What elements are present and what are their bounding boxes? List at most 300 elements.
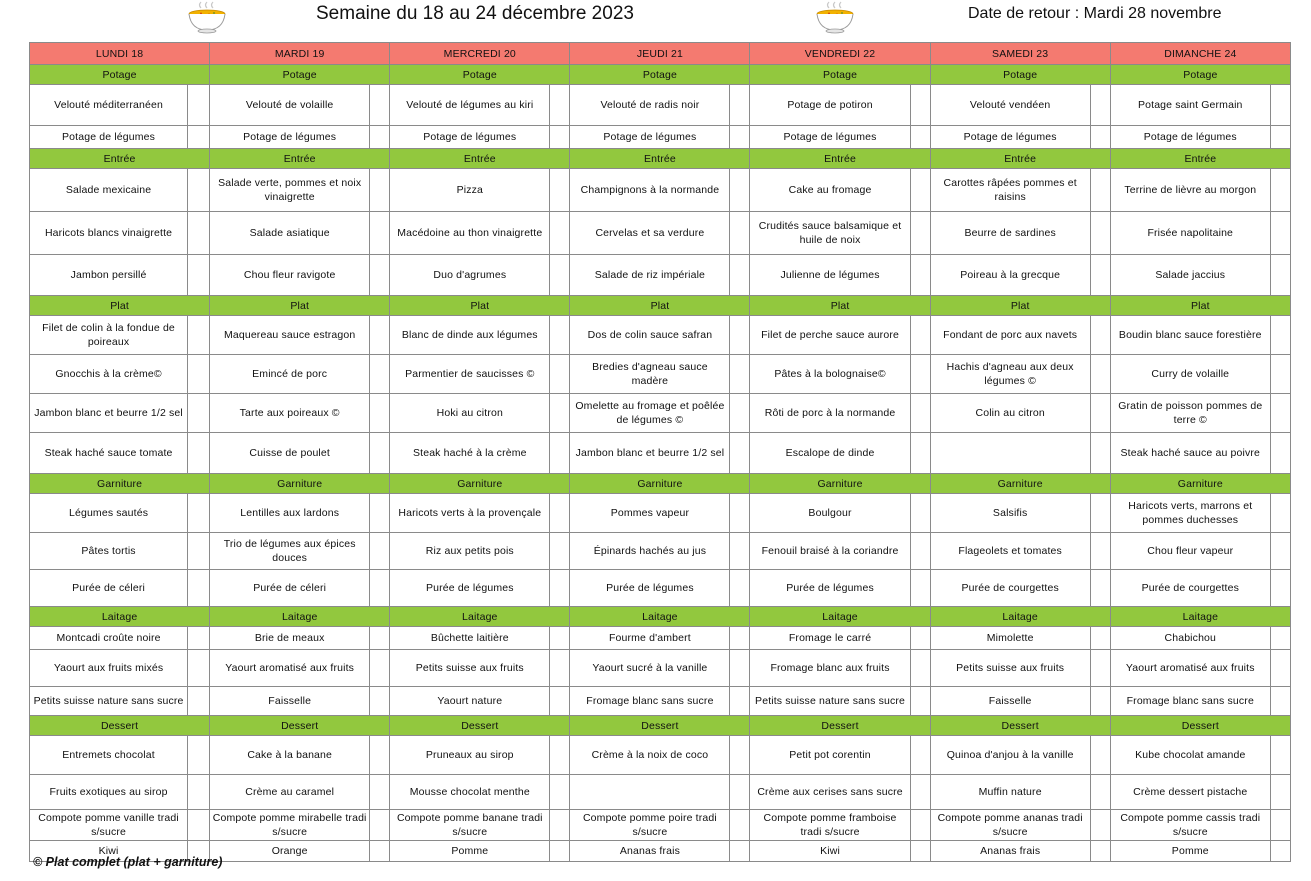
menu-row — [30, 433, 1291, 474]
menu-row — [30, 810, 1291, 841]
selection-box[interactable] — [910, 212, 930, 255]
selection-box[interactable] — [730, 169, 750, 212]
category-label: Entrée — [750, 149, 930, 169]
menu-item: Faisselle — [210, 687, 370, 716]
selection-box[interactable] — [550, 775, 570, 810]
footnote: © Plat complet (plat + garniture) — [33, 855, 223, 869]
menu-item: Fromage blanc sans sucre — [1110, 687, 1270, 716]
menu-item: Potage de légumes — [1110, 126, 1270, 149]
selection-box[interactable] — [370, 255, 390, 296]
selection-box[interactable] — [730, 85, 750, 126]
selection-box[interactable] — [730, 627, 750, 650]
selection-box[interactable] — [1270, 316, 1290, 355]
menu-item: Salade verte, pommes et noix vinaigrette — [210, 169, 370, 212]
selection-box[interactable] — [550, 316, 570, 355]
menu-item: Rôti de porc à la normande — [750, 394, 910, 433]
selection-box[interactable] — [1090, 316, 1110, 355]
menu-item: Fourme d'ambert — [570, 627, 730, 650]
menu-item: Parmentier de saucisses © — [390, 355, 550, 394]
selection-box[interactable] — [370, 533, 390, 570]
selection-box[interactable] — [370, 736, 390, 775]
menu-item: Cake au fromage — [750, 169, 910, 212]
menu-item: Potage de légumes — [390, 126, 550, 149]
menu-item — [930, 433, 1090, 474]
selection-box[interactable] — [550, 533, 570, 570]
menu-item: Épinards hachés au jus — [570, 533, 730, 570]
selection-box[interactable] — [1090, 85, 1110, 126]
selection-box[interactable] — [1090, 810, 1110, 841]
selection-box[interactable] — [370, 494, 390, 533]
selection-box[interactable] — [1090, 775, 1110, 810]
selection-box[interactable] — [188, 126, 210, 149]
selection-box[interactable] — [910, 775, 930, 810]
menu-item: Gratin de poisson pommes de terre © — [1110, 394, 1270, 433]
category-label: Plat — [390, 296, 570, 316]
page-title: Semaine du 18 au 24 décembre 2023 — [316, 3, 634, 24]
day-header: SAMEDI 23 — [930, 43, 1110, 65]
category-label: Garniture — [1110, 474, 1290, 494]
menu-item: Salade asiatique — [210, 212, 370, 255]
selection-box[interactable] — [1090, 841, 1110, 862]
selection-box[interactable] — [188, 650, 210, 687]
menu-item: Purée de légumes — [750, 570, 910, 607]
selection-box[interactable] — [370, 650, 390, 687]
menu-item: Potage de légumes — [750, 126, 910, 149]
menu-item: Petits suisse nature sans sucre — [30, 687, 188, 716]
selection-box[interactable] — [1270, 775, 1290, 810]
selection-box[interactable] — [1270, 126, 1290, 149]
selection-box[interactable] — [188, 355, 210, 394]
selection-box[interactable] — [188, 316, 210, 355]
selection-box[interactable] — [370, 687, 390, 716]
category-label: Potage — [570, 65, 750, 85]
category-label: Laitage — [210, 607, 390, 627]
selection-box[interactable] — [1090, 533, 1110, 570]
menu-item: Dos de colin sauce safran — [570, 316, 730, 355]
menu-item: Fondant de porc aux navets — [930, 316, 1090, 355]
selection-box[interactable] — [550, 494, 570, 533]
menu-item: Poireau à la grecque — [930, 255, 1090, 296]
selection-box[interactable] — [1270, 687, 1290, 716]
category-label: Potage — [390, 65, 570, 85]
selection-box[interactable] — [910, 650, 930, 687]
day-header: DIMANCHE 24 — [1110, 43, 1290, 65]
menu-row — [30, 533, 1291, 570]
menu-item: Purée de courgettes — [930, 570, 1090, 607]
category-label: Laitage — [570, 607, 750, 627]
category-label: Laitage — [1110, 607, 1290, 627]
selection-box[interactable] — [910, 169, 930, 212]
selection-box[interactable] — [188, 736, 210, 775]
menu-item: Potage saint Germain — [1110, 85, 1270, 126]
menu-row — [30, 494, 1291, 533]
selection-box[interactable] — [550, 810, 570, 841]
menu-item: Chou fleur vapeur — [1110, 533, 1270, 570]
menu-item: Kiwi — [750, 841, 910, 862]
category-label: Potage — [30, 65, 210, 85]
day-header: LUNDI 18 — [30, 43, 210, 65]
selection-box[interactable] — [188, 775, 210, 810]
menu-item: Maquereau sauce estragon — [210, 316, 370, 355]
selection-box[interactable] — [550, 394, 570, 433]
category-label: Garniture — [930, 474, 1110, 494]
selection-box[interactable] — [1090, 570, 1110, 607]
soup-bowl-icon — [814, 0, 856, 34]
category-label: Entrée — [30, 149, 210, 169]
category-label: Potage — [1110, 65, 1290, 85]
selection-box[interactable] — [1090, 494, 1110, 533]
menu-item: Crème dessert pistache — [1110, 775, 1270, 810]
menu-item: Pomme — [1110, 841, 1270, 862]
selection-box[interactable] — [188, 255, 210, 296]
menu-item: Potage de légumes — [930, 126, 1090, 149]
menu-item: Compote pomme banane tradi s/sucre — [390, 810, 550, 841]
category-label: Plat — [750, 296, 930, 316]
selection-box[interactable] — [910, 85, 930, 126]
category-label: Garniture — [570, 474, 750, 494]
menu-item: Steak haché à la crème — [390, 433, 550, 474]
menu-item: Haricots verts à la provençale — [390, 494, 550, 533]
menu-item: Fromage blanc sans sucre — [570, 687, 730, 716]
selection-box[interactable] — [730, 775, 750, 810]
selection-box[interactable] — [910, 255, 930, 296]
selection-box[interactable] — [550, 433, 570, 474]
selection-box[interactable] — [550, 627, 570, 650]
selection-box[interactable] — [370, 433, 390, 474]
selection-box[interactable] — [188, 394, 210, 433]
menu-item: Filet de perche sauce aurore — [750, 316, 910, 355]
category-label: Entrée — [570, 149, 750, 169]
selection-box[interactable] — [550, 736, 570, 775]
menu-item: Salade jaccius — [1110, 255, 1270, 296]
category-row — [30, 149, 1291, 169]
category-label: Plat — [570, 296, 750, 316]
selection-box[interactable] — [550, 687, 570, 716]
selection-box[interactable] — [910, 841, 930, 862]
menu-item: Petits suisse nature sans sucre — [750, 687, 910, 716]
selection-box[interactable] — [730, 212, 750, 255]
selection-box[interactable] — [910, 533, 930, 570]
selection-box[interactable] — [1090, 126, 1110, 149]
menu-row — [30, 169, 1291, 212]
menu-row — [30, 355, 1291, 394]
menu-item: Velouté vendéen — [930, 85, 1090, 126]
selection-box[interactable] — [188, 687, 210, 716]
menu-item: Potage de potiron — [750, 85, 910, 126]
selection-box[interactable] — [910, 810, 930, 841]
selection-box[interactable] — [1090, 212, 1110, 255]
menu-item: Curry de volaille — [1110, 355, 1270, 394]
menu-row — [30, 627, 1291, 650]
selection-box[interactable] — [1270, 494, 1290, 533]
selection-box[interactable] — [730, 494, 750, 533]
menu-item: Pruneaux au sirop — [390, 736, 550, 775]
selection-box[interactable] — [1090, 687, 1110, 716]
category-label: Dessert — [1110, 716, 1290, 736]
menu-item: Lentilles aux lardons — [210, 494, 370, 533]
menu-item: Pomme — [390, 841, 550, 862]
menu-item: Salade de riz impériale — [570, 255, 730, 296]
menu-row — [30, 650, 1291, 687]
menu-item: Petits suisse aux fruits — [390, 650, 550, 687]
menu-item: Potage de légumes — [30, 126, 188, 149]
menu-item: Mousse chocolat menthe — [390, 775, 550, 810]
selection-box[interactable] — [910, 316, 930, 355]
menu-item: Fruits exotiques au sirop — [30, 775, 188, 810]
selection-box[interactable] — [1090, 736, 1110, 775]
menu-item: Velouté de radis noir — [570, 85, 730, 126]
menu-item: Compote pomme poire tradi s/sucre — [570, 810, 730, 841]
selection-box[interactable] — [550, 255, 570, 296]
menu-item: Pâtes à la bolognaise© — [750, 355, 910, 394]
menu-item: Jambon blanc et beurre 1/2 sel — [30, 394, 188, 433]
selection-box[interactable] — [910, 494, 930, 533]
menu-item: Ananas frais — [930, 841, 1090, 862]
selection-box[interactable] — [188, 810, 210, 841]
selection-box[interactable] — [1090, 355, 1110, 394]
menu-item: Yaourt nature — [390, 687, 550, 716]
day-header-row — [30, 43, 1291, 65]
menu-item: Duo d'agrumes — [390, 255, 550, 296]
category-row — [30, 716, 1291, 736]
menu-item: Velouté de légumes au kiri — [390, 85, 550, 126]
selection-box[interactable] — [1090, 433, 1110, 474]
menu-item: Cervelas et sa verdure — [570, 212, 730, 255]
selection-box[interactable] — [550, 841, 570, 862]
selection-box[interactable] — [730, 841, 750, 862]
menu-item: Petits suisse aux fruits — [930, 650, 1090, 687]
selection-box[interactable] — [1270, 394, 1290, 433]
selection-box[interactable] — [188, 85, 210, 126]
menu-item: Chou fleur ravigote — [210, 255, 370, 296]
selection-box[interactable] — [370, 570, 390, 607]
selection-box[interactable] — [730, 394, 750, 433]
menu-item: Quinoa d'anjou à la vanille — [930, 736, 1090, 775]
selection-box[interactable] — [370, 841, 390, 862]
menu-item: Faisselle — [930, 687, 1090, 716]
category-label: Garniture — [750, 474, 930, 494]
category-label: Laitage — [30, 607, 210, 627]
selection-box[interactable] — [1270, 255, 1290, 296]
selection-box[interactable] — [1270, 810, 1290, 841]
menu-item: Filet de colin à la fondue de poireaux — [30, 316, 188, 355]
menu-item: Potage de légumes — [210, 126, 370, 149]
category-label: Dessert — [570, 716, 750, 736]
selection-box[interactable] — [1090, 394, 1110, 433]
selection-box[interactable] — [730, 570, 750, 607]
selection-box[interactable] — [370, 394, 390, 433]
menu-item: Purée de légumes — [390, 570, 550, 607]
menu-item: Montcadi croûte noire — [30, 627, 188, 650]
selection-box[interactable] — [910, 126, 930, 149]
menu-item: Fromage le carré — [750, 627, 910, 650]
menu-item: Chabichou — [1110, 627, 1270, 650]
menu-item: Crème aux cerises sans sucre — [750, 775, 910, 810]
menu-item: Boudin blanc sauce forestière — [1110, 316, 1270, 355]
menu-item: Entremets chocolat — [30, 736, 188, 775]
selection-box[interactable] — [910, 736, 930, 775]
menu-item: Fromage blanc aux fruits — [750, 650, 910, 687]
selection-box[interactable] — [370, 810, 390, 841]
menu-row — [30, 687, 1291, 716]
menu-item: Omelette au fromage et poêlée de légumes © — [570, 394, 730, 433]
selection-box[interactable] — [730, 533, 750, 570]
selection-box[interactable] — [188, 212, 210, 255]
selection-box[interactable] — [1270, 169, 1290, 212]
menu-item: Riz aux petits pois — [390, 533, 550, 570]
selection-box[interactable] — [1270, 736, 1290, 775]
menu-item: Escalope de dinde — [750, 433, 910, 474]
category-row — [30, 65, 1291, 85]
selection-box[interactable] — [370, 775, 390, 810]
menu-item: Hoki au citron — [390, 394, 550, 433]
category-label: Dessert — [30, 716, 210, 736]
selection-box[interactable] — [370, 627, 390, 650]
menu-item: Haricots blancs vinaigrette — [30, 212, 188, 255]
menu-row — [30, 394, 1291, 433]
selection-box[interactable] — [1090, 627, 1110, 650]
menu-item: Purée de céleri — [210, 570, 370, 607]
selection-box[interactable] — [730, 810, 750, 841]
selection-box[interactable] — [188, 169, 210, 212]
menu-item: Purée de courgettes — [1110, 570, 1270, 607]
selection-box[interactable] — [370, 85, 390, 126]
selection-box[interactable] — [1270, 627, 1290, 650]
selection-box[interactable] — [730, 355, 750, 394]
category-label: Plat — [930, 296, 1110, 316]
category-row — [30, 607, 1291, 627]
selection-box[interactable] — [730, 316, 750, 355]
selection-box[interactable] — [370, 126, 390, 149]
menu-item: Kube chocolat amande — [1110, 736, 1270, 775]
category-label: Garniture — [210, 474, 390, 494]
category-label: Dessert — [750, 716, 930, 736]
selection-box[interactable] — [730, 126, 750, 149]
menu-item: Terrine de lièvre au morgon — [1110, 169, 1270, 212]
category-label: Entrée — [390, 149, 570, 169]
category-label: Plat — [30, 296, 210, 316]
selection-box[interactable] — [910, 433, 930, 474]
selection-box[interactable] — [550, 126, 570, 149]
menu-item: Ananas frais — [570, 841, 730, 862]
menu-item: Pâtes tortis — [30, 533, 188, 570]
menu-item: Légumes sautés — [30, 494, 188, 533]
menu-row — [30, 255, 1291, 296]
selection-box[interactable] — [910, 687, 930, 716]
selection-box[interactable] — [550, 212, 570, 255]
selection-box[interactable] — [1270, 433, 1290, 474]
selection-box[interactable] — [1090, 169, 1110, 212]
category-label: Entrée — [1110, 149, 1290, 169]
selection-box[interactable] — [910, 394, 930, 433]
selection-box[interactable] — [730, 687, 750, 716]
selection-box[interactable] — [1090, 255, 1110, 296]
category-label: Dessert — [210, 716, 390, 736]
category-label: Dessert — [930, 716, 1110, 736]
selection-box[interactable] — [910, 570, 930, 607]
menu-item: Muffin nature — [930, 775, 1090, 810]
menu-item: Compote pomme cassis tradi s/sucre — [1110, 810, 1270, 841]
selection-box[interactable] — [188, 494, 210, 533]
selection-box[interactable] — [370, 355, 390, 394]
selection-box[interactable] — [188, 533, 210, 570]
category-label: Plat — [1110, 296, 1290, 316]
menu-item: Potage de légumes — [570, 126, 730, 149]
menu-item: Boulgour — [750, 494, 910, 533]
selection-box[interactable] — [1090, 650, 1110, 687]
selection-box[interactable] — [370, 212, 390, 255]
menu-item: Emincé de porc — [210, 355, 370, 394]
menu-item: Jambon blanc et beurre 1/2 sel — [570, 433, 730, 474]
selection-box[interactable] — [910, 627, 930, 650]
selection-box[interactable] — [1270, 650, 1290, 687]
menu-item: Tarte aux poireaux © — [210, 394, 370, 433]
selection-box[interactable] — [188, 627, 210, 650]
selection-box[interactable] — [550, 355, 570, 394]
selection-box[interactable] — [1270, 841, 1290, 862]
selection-box[interactable] — [370, 169, 390, 212]
menu-item: Cake à la banane — [210, 736, 370, 775]
menu-row — [30, 570, 1291, 607]
menu-item: Yaourt aromatisé aux fruits — [210, 650, 370, 687]
menu-item: Yaourt sucré à la vanille — [570, 650, 730, 687]
selection-box[interactable] — [1270, 212, 1290, 255]
menu-item: Bûchette laitière — [390, 627, 550, 650]
menu-row — [30, 212, 1291, 255]
selection-box[interactable] — [550, 570, 570, 607]
menu-item: Compote pomme vanille tradi s/sucre — [30, 810, 188, 841]
day-header: MERCREDI 20 — [390, 43, 570, 65]
selection-box[interactable] — [550, 650, 570, 687]
menu-item: Beurre de sardines — [930, 212, 1090, 255]
selection-box[interactable] — [1270, 570, 1290, 607]
category-label: Potage — [210, 65, 390, 85]
weekly-menu-table — [29, 42, 1291, 862]
day-header: VENDREDI 22 — [750, 43, 930, 65]
menu-item: Julienne de légumes — [750, 255, 910, 296]
menu-item: Crème à la noix de coco — [570, 736, 730, 775]
category-label: Potage — [750, 65, 930, 85]
selection-box[interactable] — [730, 650, 750, 687]
category-row — [30, 474, 1291, 494]
selection-box[interactable] — [910, 355, 930, 394]
selection-box[interactable] — [730, 433, 750, 474]
selection-box[interactable] — [730, 255, 750, 296]
menu-item: Jambon persillé — [30, 255, 188, 296]
soup-bowl-icon — [186, 0, 228, 34]
menu-item: Velouté de volaille — [210, 85, 370, 126]
menu-item: Orange — [210, 841, 370, 862]
selection-box[interactable] — [188, 433, 210, 474]
menu-item: Trio de légumes aux épices douces — [210, 533, 370, 570]
menu-item: Gnocchis à la crème© — [30, 355, 188, 394]
selection-box[interactable] — [1270, 533, 1290, 570]
selection-box[interactable] — [370, 316, 390, 355]
selection-box[interactable] — [550, 85, 570, 126]
selection-box[interactable] — [1270, 355, 1290, 394]
menu-item: Yaourt aromatisé aux fruits — [1110, 650, 1270, 687]
category-label: Entrée — [930, 149, 1110, 169]
category-label: Garniture — [30, 474, 210, 494]
selection-box[interactable] — [1270, 85, 1290, 126]
menu-item: Fenouil braisé à la coriandre — [750, 533, 910, 570]
selection-box[interactable] — [188, 570, 210, 607]
menu-row — [30, 85, 1291, 126]
menu-item: Blanc de dinde aux légumes — [390, 316, 550, 355]
selection-box[interactable] — [730, 736, 750, 775]
menu-item: Champignons à la normande — [570, 169, 730, 212]
selection-box[interactable] — [550, 169, 570, 212]
